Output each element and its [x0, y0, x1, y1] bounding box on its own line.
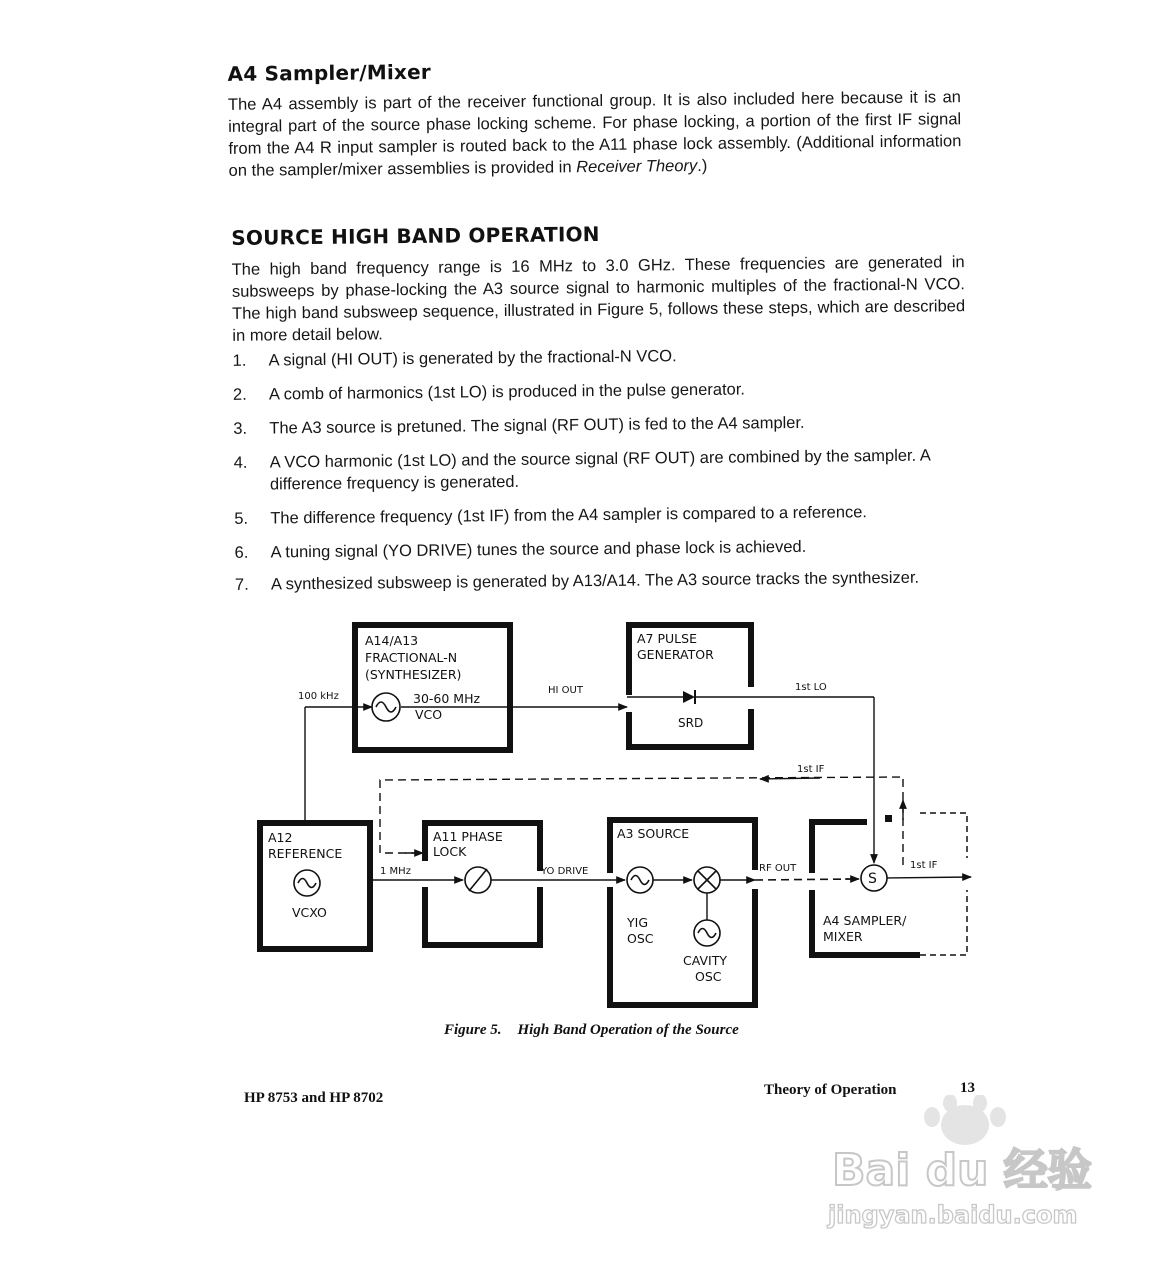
step-number: 4.: [233, 453, 248, 472]
step-number: 6.: [234, 543, 249, 562]
a12-title: A12: [268, 830, 293, 845]
label-1st-if-out: 1st IF: [910, 860, 938, 871]
vcxo-label: VCXO: [292, 905, 327, 920]
a4-body-text: The A4 assembly is part of the receiver functional group. It is also included here because it is an integral part of the source phase locking scheme. For phase locking, a portion of the first IF signal from the A4 R input sampler is routed back to the A11 phase lock assembly. (Additional information on the sampler/mixer assemblies is provided in: [227, 88, 962, 180]
yig-label-1: YIG: [627, 915, 649, 930]
step-number: 3.: [233, 419, 248, 438]
vco-label: VCO: [415, 707, 443, 722]
step-list: [233, 342, 971, 604]
a4-subtitle: MIXER: [823, 929, 863, 944]
a14-subtitle: FRACTIONAL-N: [365, 650, 458, 665]
step-text: A synthesized subsweep is generated by A13/A14. The A3 source tracks the synthesizer.: [270, 568, 920, 594]
srd-diode-icon: [683, 690, 695, 704]
a14-synthesizer-block: [355, 625, 510, 750]
vco-oscillator-icon: [372, 693, 400, 721]
step-text: A tuning signal (YO DRIVE) tunes the source and phase lock is achieved.: [270, 537, 807, 562]
a7-pulse-generator-block: [629, 625, 751, 747]
step-text: The difference frequency (1st IF) from the A4 sampler is compared to a reference.: [270, 503, 868, 528]
label-yo-drive: YO DRIVE: [541, 866, 589, 877]
a4-sampler-block: [812, 813, 967, 955]
figure-caption: [444, 1022, 739, 1039]
list-item: [234, 444, 970, 508]
step-text: A signal (HI OUT) is generated by the fractional-N VCO.: [268, 347, 677, 370]
section-a4-body: [228, 86, 962, 182]
a3-source-block: [610, 820, 755, 1005]
yig-label-2: OSC: [627, 931, 654, 946]
block-diagram: [255, 615, 975, 1015]
footer-chapter: Theory of Operation: [764, 1082, 897, 1098]
vcxo-oscillator-icon: [294, 870, 320, 896]
vco-frequency: 30-60 MHz: [413, 691, 481, 706]
figure-label: Figure 5.: [444, 1022, 502, 1038]
baidu-watermark: [820, 1095, 1110, 1235]
figure-title: High Band Operation of the Source: [517, 1022, 739, 1038]
label-hi-out: HI OUT: [548, 685, 583, 696]
a7-subtitle: GENERATOR: [637, 647, 714, 662]
step-text: A VCO harmonic (1st LO) and the source signal (RF OUT) are combined by the sampler. A difference frequency is generated.: [269, 446, 931, 494]
footer-model: HP 8753 and HP 8702: [244, 1090, 384, 1106]
step-number: 1.: [232, 351, 247, 370]
a12-subtitle: REFERENCE: [268, 846, 343, 861]
srd-label: SRD: [678, 716, 704, 730]
a14-title: A14/A13: [365, 633, 419, 648]
sampler-dashed-upper: [920, 813, 967, 858]
watermark-url: jingyan.baidu.com: [828, 1201, 1078, 1229]
yig-oscillator-icon: [627, 867, 653, 893]
section-high-band-body: The high band frequency range is 16 MHz to 3.0 GHz. These frequencies are generated in subsweeps by phase-locking the A3 source signal to harmonic multiples of the fractional-N VCO. The high band subsweep sequence, illustrated in Figure 5, follows these steps, which are described in more detail below.: [231, 253, 966, 345]
cavity-oscillator-icon: [694, 920, 720, 946]
step-text: A comb of harmonics (1st LO) is produced in the pulse generator.: [268, 380, 746, 404]
step-number: 7.: [234, 575, 249, 594]
a4-title: A4 SAMPLER/: [823, 913, 907, 928]
a11-title: A11 PHASE: [433, 829, 503, 844]
section-heading-a4-sampler: A4 Sampler/Mixer: [227, 59, 432, 86]
a11-subtitle: LOCK: [433, 844, 467, 859]
list-item: [235, 566, 970, 604]
step-text: The A3 source is pretuned. The signal (RF OUT) is fed to the A4 sampler.: [269, 413, 805, 438]
sampler-symbol: S: [868, 871, 877, 887]
signal-lines: [305, 697, 971, 880]
a7-title: A7 PULSE: [637, 631, 697, 646]
a12-reference-block: [260, 823, 370, 949]
phase-detector-icon: [465, 867, 491, 893]
label-1st-lo: 1st LO: [795, 682, 827, 693]
a3-title: A3 SOURCE: [617, 826, 690, 841]
feedthrough-marker: [885, 815, 892, 822]
receiver-theory-ref: Receiver Theory: [576, 156, 698, 177]
cavity-label-1: CAVITY: [683, 953, 727, 968]
mixer-icon: [694, 867, 720, 893]
watermark-logo-text: Bai du 经验: [832, 1145, 1092, 1196]
step-number: 2.: [232, 385, 247, 404]
a4-body-end: .): [697, 156, 708, 175]
cavity-label-2: OSC: [695, 969, 722, 984]
label-1st-if-feedback: 1st IF: [797, 764, 825, 775]
a14-synth: (SYNTHESIZER): [365, 667, 462, 682]
sampler-dashed-lower: [920, 890, 967, 955]
section-heading-high-band: SOURCE HIGH BAND OPERATION: [231, 222, 600, 250]
label-100khz: 100 kHz: [298, 691, 339, 702]
page-number: 13: [960, 1080, 975, 1096]
page-content: [0, 0, 1162, 594]
paw-logo-icon: [924, 1095, 1006, 1145]
label-rf-out: RF OUT: [759, 863, 797, 874]
label-1mhz: 1 MHz: [380, 866, 411, 877]
a11-phase-lock-block: [425, 823, 540, 945]
step-number: 5.: [234, 509, 249, 528]
